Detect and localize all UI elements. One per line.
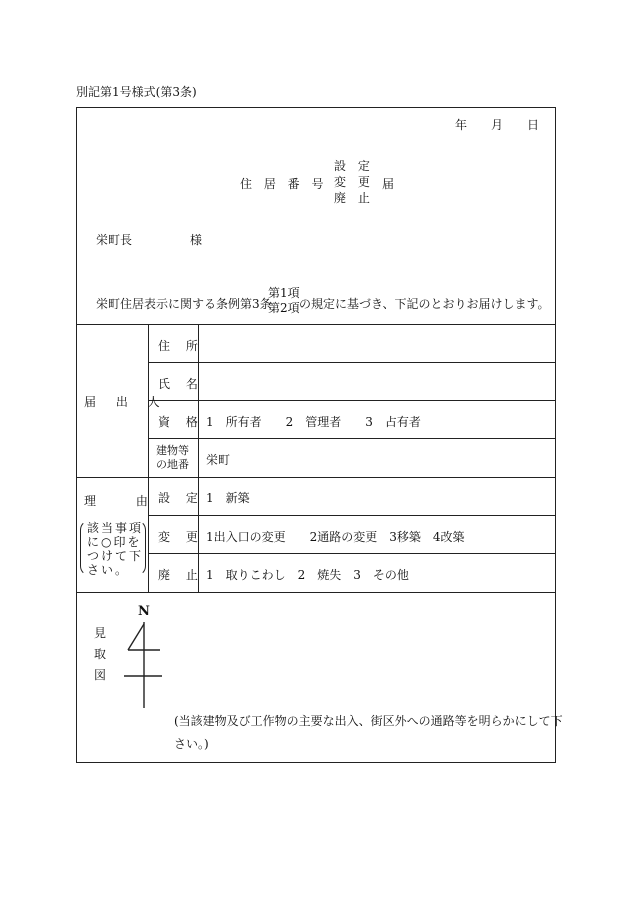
row-label-name: 氏 名 — [158, 377, 204, 391]
title-option-set: 設 定 — [334, 159, 374, 173]
map-caption-line1: (当該建物及び工作物の主要な出入、街区外への通路等を明らかにして下 — [174, 714, 563, 728]
statement-after: の規定に基づき、下記のとおりお届けします。 — [299, 297, 550, 311]
title-right: 届 — [382, 177, 395, 191]
clause-2: 第2項 — [268, 301, 300, 315]
date-year: 年 — [455, 118, 468, 132]
date-day: 日 — [527, 118, 540, 132]
map-caption-line2: さい。) — [174, 737, 209, 751]
lot-field[interactable]: 栄町 — [206, 453, 231, 467]
title-left: 住 居 番 号 — [240, 177, 328, 191]
date-month: 月 — [491, 118, 504, 132]
notifier-label: 届 出 人 — [84, 395, 168, 409]
row-label-abolish: 廃 止 — [158, 568, 204, 582]
row-label-address: 住 所 — [158, 339, 204, 353]
abolish-options[interactable]: 1 取りこわし 2 焼失 3 その他 — [206, 568, 409, 582]
change-options[interactable]: 1出入口の変更 2通路の変更 3移築 4改築 — [206, 530, 465, 544]
set-options[interactable]: 1 新築 — [206, 491, 250, 505]
addressee-suffix: 様 — [190, 233, 203, 247]
row-label-lot: 建物等 の地番 — [156, 444, 189, 471]
map-label: 見 取 図 — [94, 626, 107, 682]
row-label-set: 設 定 — [158, 491, 204, 505]
row-label-qualification: 資 格 — [158, 415, 204, 429]
statement-before: 栄町住居表示に関する条例第3条 — [96, 297, 272, 311]
clause-1: 第1項 — [268, 286, 300, 300]
reason-label: 理 由 — [84, 494, 148, 508]
row-label-change: 変 更 — [158, 530, 204, 544]
qualification-options[interactable]: 1 所有者 2 管理者 3 占有者 — [206, 415, 421, 429]
title-option-change: 変 更 — [334, 175, 374, 189]
north-label: N — [138, 604, 150, 619]
reason-note: 該当事項 に○印を つけて下 さい。 — [87, 521, 144, 577]
form-label: 別記第1号様式(第3条) — [76, 85, 197, 99]
title-option-abolish: 廃 止 — [334, 191, 374, 205]
addressee-name: 栄町長 — [96, 233, 133, 247]
